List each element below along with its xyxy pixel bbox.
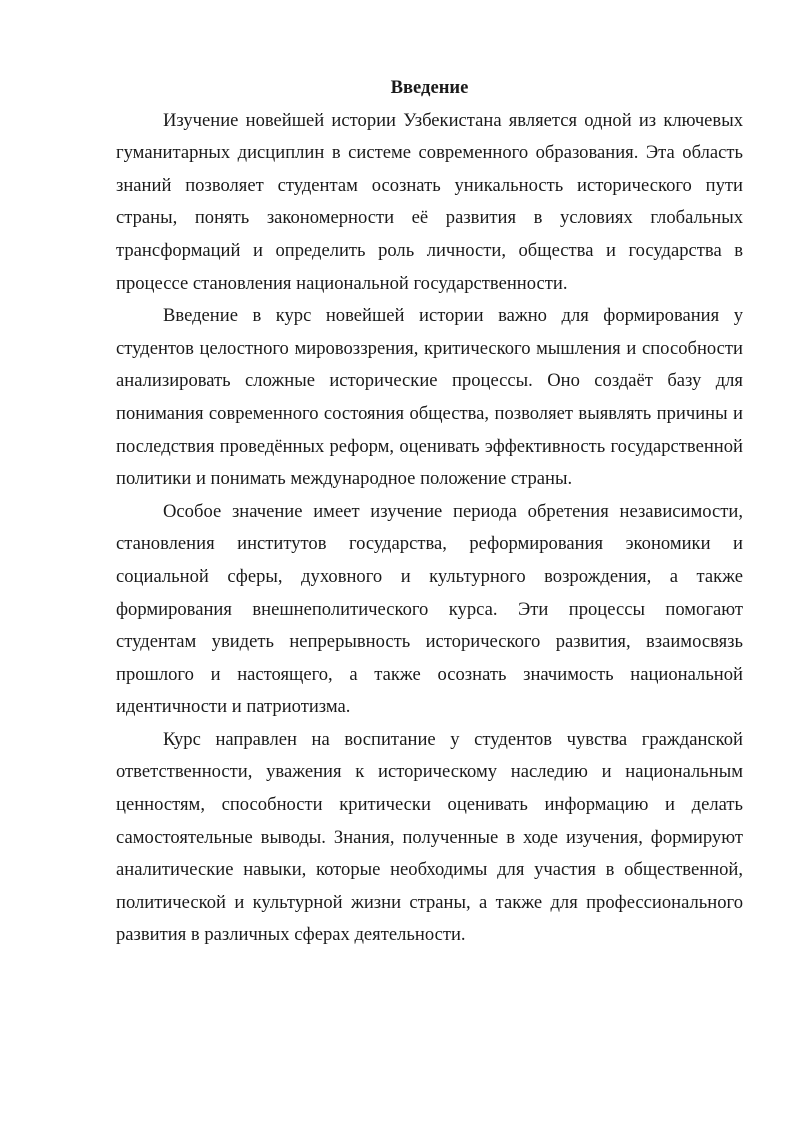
paragraph-2: Введение в курс новейшей истории важно для формирования у студентов целостного мировоззрения, критического мышления и способности анализировать сложные исторические процессы. Оно создаёт базу для понимания современного состояния общества, позволяет выявлять причины и последствия проведённых реформ, оценивать эффективность государственной политики и понимать международное положение страны.	[116, 305, 743, 490]
paragraph-3: Особое значение имеет изучение периода обретения независимости, становления институтов государства, реформирования экономики и социальной сферы, духовного и культурного возрождения, а также формирования внешнеполитического курса. Эти процессы помогают студентам увидеть непрерывность исторического развития, взаимосвязь прошлого и настоящего, а также осознать значимость национальной идентичности и патриотизма.	[116, 500, 743, 718]
paragraph-4: Курс направлен на воспитание у студентов чувства гражданской ответственности, уважения к историческому наследию и национальным ценностям, способности критически оценивать информацию и делать самостоятельные выводы. Знания, полученные в ходе изучения, формируют аналитические навыки, которые необходимы для участия в общественной, политической и культурной жизни страны, а также для профессионального развития в различных сферах деятельности.	[116, 728, 743, 946]
paragraph-1: Изучение новейшей истории Узбекистана является одной из ключевых гуманитарных дисциплин в системе современного образования. Эта область знаний позволяет студентам осознать уникальность исторического пути страны, понять закономерности её развития в условиях глобальных трансформаций и определить роль личности, общества и государства в процессе становления национальной государственности.	[116, 109, 743, 294]
document-title: Введение	[390, 77, 469, 98]
document-body	[116, 72, 743, 952]
